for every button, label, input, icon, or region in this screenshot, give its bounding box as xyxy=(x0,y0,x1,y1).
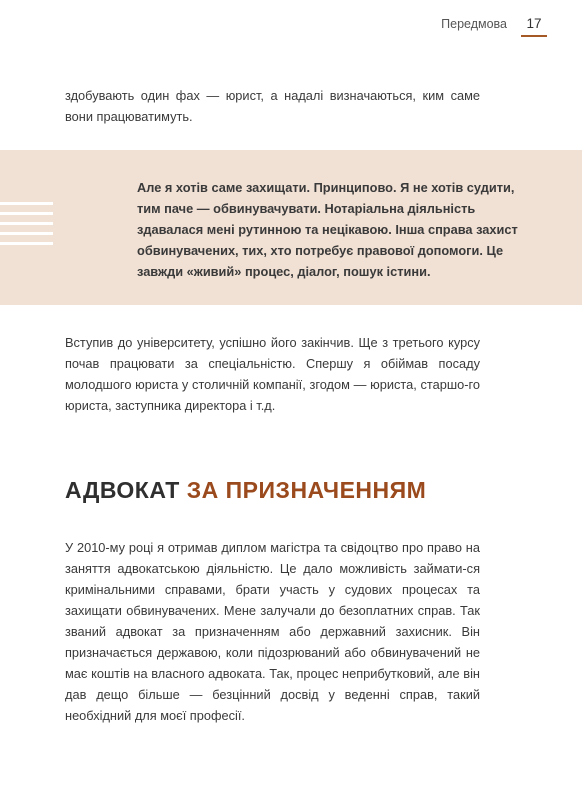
paragraph-appointment: У 2010-му році я отримав диплом магістра та свідоцтво про право на заняття адвокатською діяльністю. Це дало можливість займати-ся кримінальними справами, брати участь у судових процесах та захищати обвинувачених. Мене залучали до безоплатних справ. Так званий адвокат за призначенням або державний захисник. Він призначається державою, коли підозрюваний або обвинувачений не має коштів на власного адвоката. Так, процес неприбутковий, але він дав дещо більше — безцінний досвід у веденні справ, такий необхідний для моєї професії. xyxy=(65,540,480,723)
page-number: 17 xyxy=(521,16,547,37)
section-name: Передмова xyxy=(441,17,507,31)
quote-text: Але я хотів саме захищати. Принципово. Я не хотів судити, тим паче — обвинувачувати. Нотаріальна діяльність здавалася мені рутинною та нецікавою. Інша справа захист обвинувачених, тих, хто потребує правової допомоги. Це завжди «живий» процес, діалог, пошук істини. xyxy=(137,180,518,279)
paragraph-university: Вступив до університету, успішно його закінчив. Ще з третього курсу почав працювати за спеціальністю. Спершу я обіймав посаду молодшого юриста у столичній компанії, згодом — юриста, старшо-го юриста, заступника директора і т.д. xyxy=(65,335,480,413)
stripe xyxy=(0,232,53,235)
heading-part-accent: ЗА ПРИЗНАЧЕННЯМ xyxy=(186,477,427,503)
section-heading xyxy=(65,477,426,504)
quote-stripes-decoration xyxy=(0,202,53,248)
stripe xyxy=(0,222,53,225)
quote-block xyxy=(0,150,582,305)
running-header xyxy=(441,16,547,37)
stripe xyxy=(0,212,53,215)
stripe xyxy=(0,242,53,245)
paragraph-intro: здобувають один фах — юрист, а надалі визначаються, ким саме вони працюватимуть. xyxy=(65,88,480,124)
heading-part-dark: АДВОКАТ xyxy=(65,477,180,503)
stripe xyxy=(0,202,53,205)
